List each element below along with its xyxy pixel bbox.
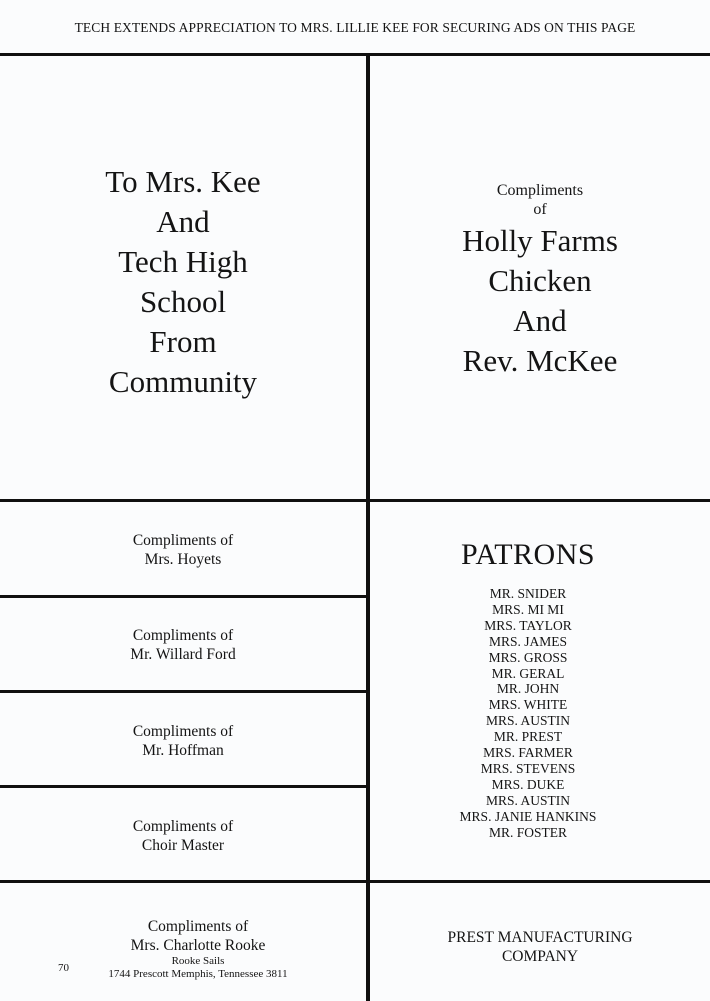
ad-line: PREST MANUFACTURING: [447, 929, 633, 946]
ad-line: Holly Farms: [462, 223, 618, 258]
ad-of: of: [533, 201, 547, 218]
ad-line: Rev. McKee: [462, 343, 618, 378]
patron-name: MR. GERAL: [491, 665, 565, 681]
ad-line: Chicken: [488, 263, 592, 298]
ad-line: Mrs. Hoyets: [144, 551, 222, 568]
patron-name: MRS. TAYLOR: [484, 617, 572, 633]
patron-name: MRS. JANIE HANKINS: [459, 808, 597, 824]
ad-line: COMPANY: [501, 948, 579, 965]
ad-choir-master: [0, 817, 366, 855]
patron-name: MRS. AUSTIN: [485, 792, 571, 808]
ad-holly-farms: [370, 181, 710, 381]
patron-name: MR. FOSTER: [488, 824, 568, 840]
ad-line: Mrs. Charlotte Rooke: [130, 937, 266, 954]
left-rule-3: [0, 785, 368, 788]
ad-hoffman: [0, 722, 366, 760]
ad-line: Tech High: [118, 244, 248, 279]
top-rule: [0, 53, 710, 56]
patrons-title: PATRONS: [460, 538, 596, 571]
middle-rule: [0, 499, 710, 502]
ad-line: Compliments of: [132, 818, 234, 835]
ad-line: Compliments of: [132, 723, 234, 740]
patrons-section: [370, 538, 686, 841]
page-number: 70: [58, 962, 69, 974]
patron-name: MRS. WHITE: [488, 697, 568, 713]
bottom-rule: [0, 880, 710, 883]
ad-line: Compliments of: [147, 918, 249, 935]
ad-line: Compliments of: [132, 532, 234, 549]
ad-line: Compliments of: [132, 627, 234, 644]
ad-prest-manufacturing: [370, 928, 710, 966]
patron-name: MR. PREST: [493, 729, 563, 745]
patron-name: MRS. AUSTIN: [485, 713, 571, 729]
patrons-list: [370, 586, 686, 841]
ad-line: Community: [108, 364, 258, 399]
left-rule-1: [0, 595, 368, 598]
ad-line: Choir Master: [141, 837, 225, 854]
ad-community: [0, 162, 366, 402]
patron-name: MRS. JAMES: [488, 633, 568, 649]
patron-name: MR. SNIDER: [489, 586, 567, 601]
ad-line: From: [149, 324, 217, 359]
ad-line: School: [139, 284, 227, 319]
patron-name: MRS. GROSS: [488, 649, 568, 665]
ad-willard-ford: [0, 626, 366, 664]
ad-line: Mr. Willard Ford: [130, 646, 236, 663]
ad-line: Rooke Sails: [171, 955, 225, 967]
patron-name: MR. JOHN: [496, 681, 560, 697]
ad-line: To Mrs. Kee: [105, 164, 261, 199]
ad-line: And: [513, 303, 567, 338]
patron-name: MRS. STEVENS: [480, 760, 576, 776]
patron-name: MRS. MI MI: [492, 601, 564, 617]
ad-holly-lines: [370, 221, 710, 381]
page-header: TECH EXTENDS APPRECIATION TO MRS. LILLIE KEE FOR SECURING ADS ON THIS PAGE: [74, 20, 636, 35]
patron-name: MRS. FARMER: [483, 745, 573, 761]
left-rule-2: [0, 690, 368, 693]
ad-address: 1744 Prescott Memphis, Tennessee 3811: [108, 968, 288, 980]
ad-line: Mr. Hoffman: [142, 742, 224, 759]
patron-name: MRS. DUKE: [491, 776, 565, 792]
ad-hoyets: [0, 531, 366, 569]
ad-line: And: [156, 204, 210, 239]
ad-compliments: Compliments: [496, 182, 584, 199]
